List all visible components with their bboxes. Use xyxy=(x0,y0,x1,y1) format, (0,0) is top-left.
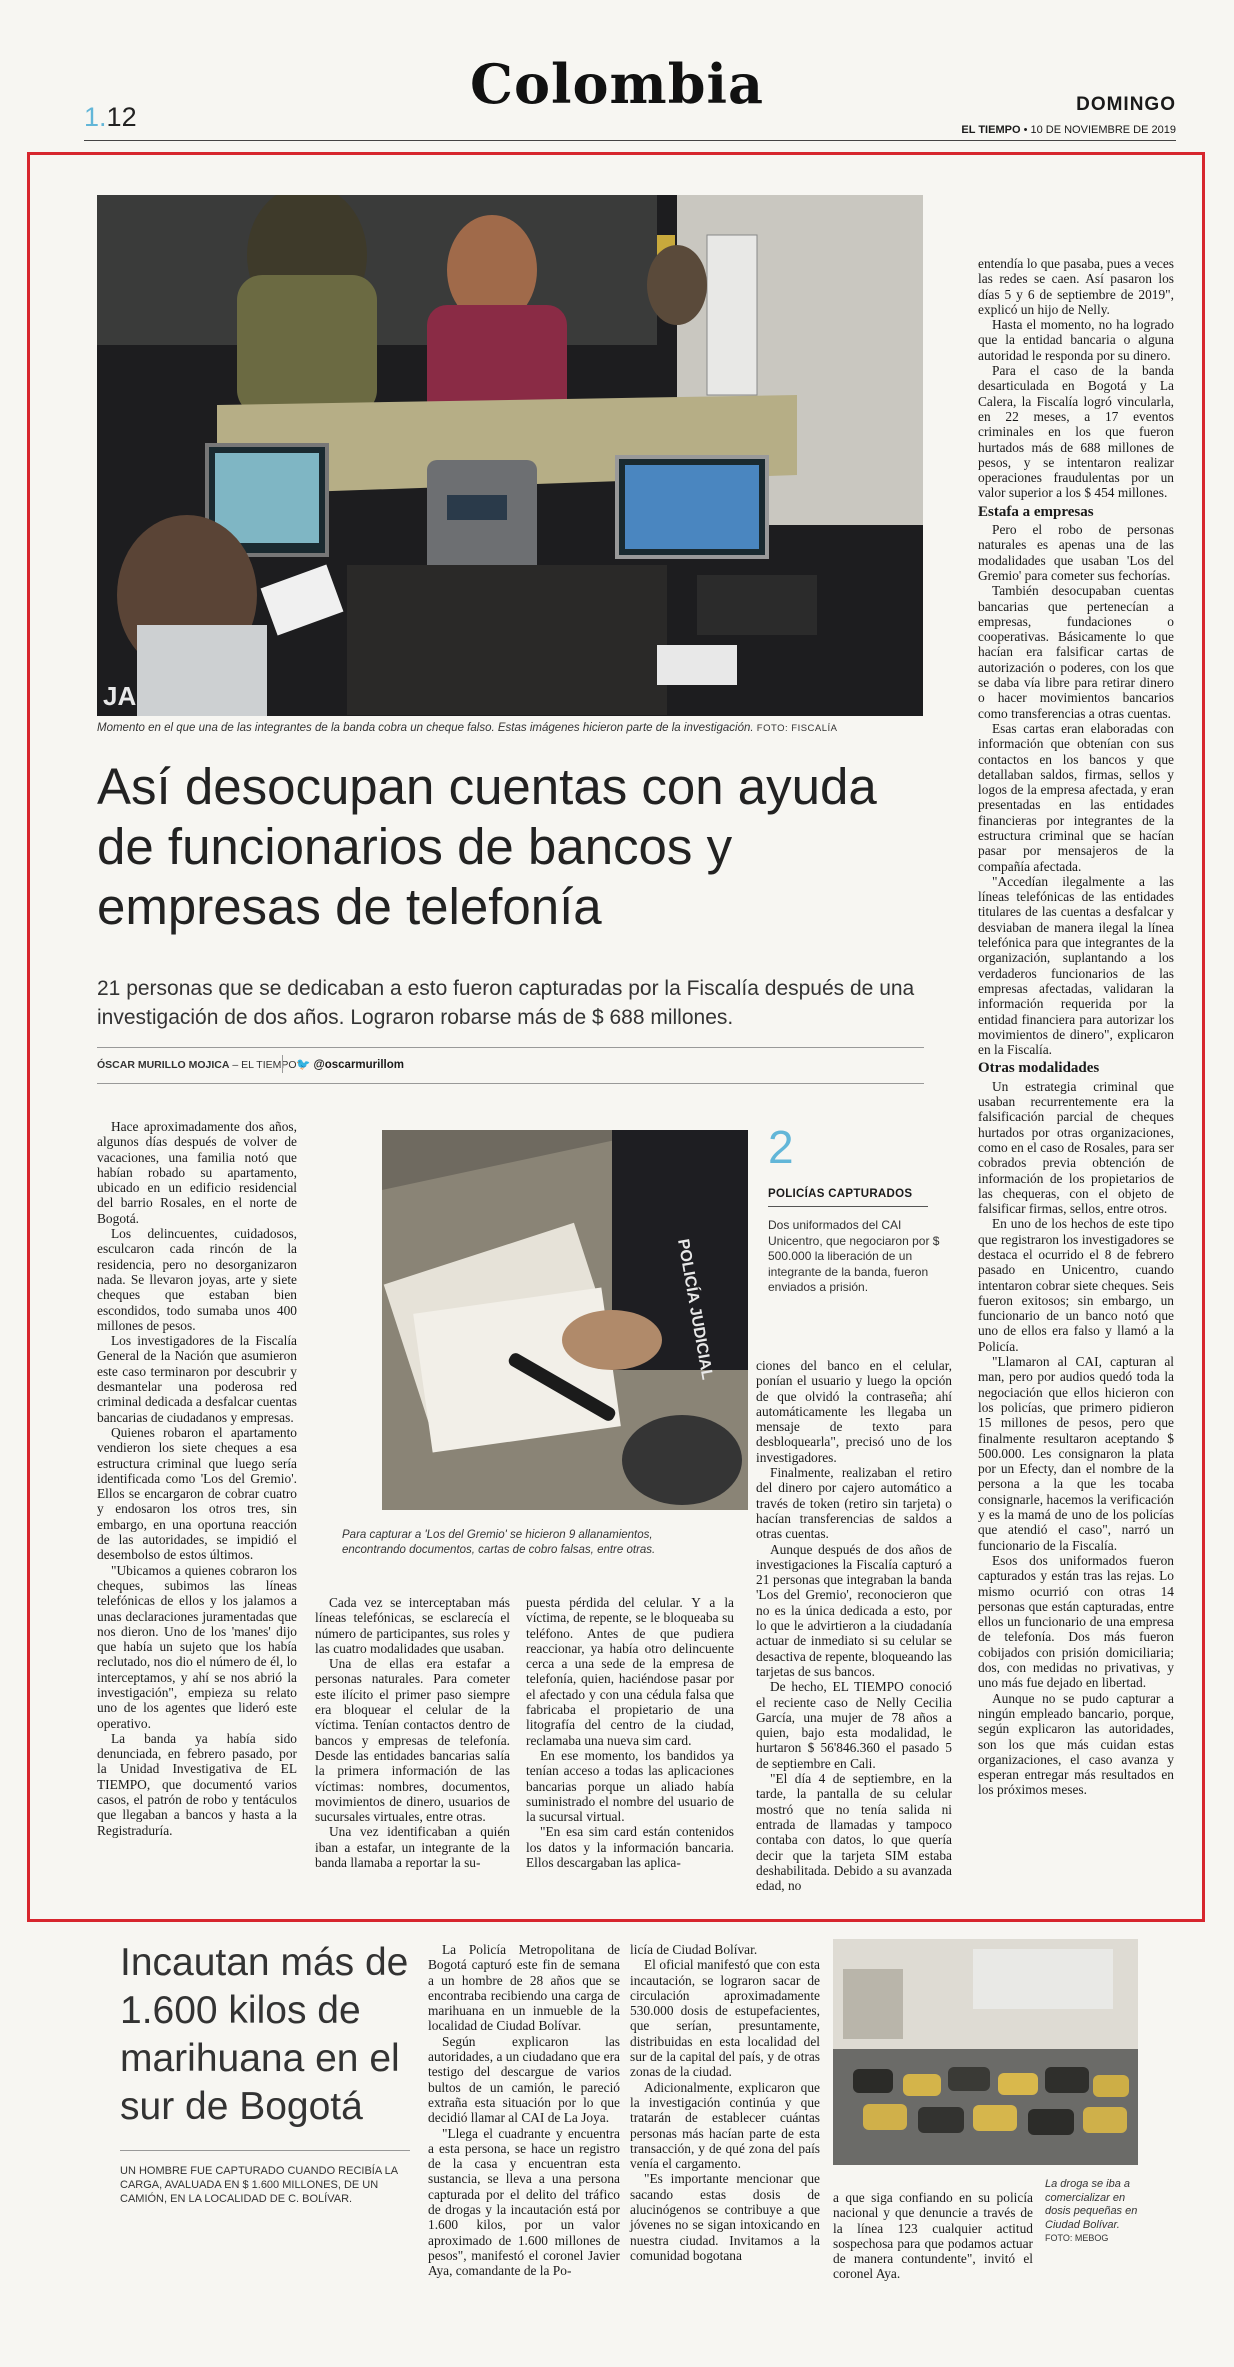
article-column-1: Hace aproximadamente dos años, algunos días después de volver de vacaciones, una familia notó que habían robado su apartamento, ubicado en un edificio residencial del barrio Rosales, en el norte de Bogotá. Los delincuentes, cuidadosos, esculcaron cada rincón de la residencia, pero no desorganizaron nada. Se llevaron joyas, arte y siete cheques que estaban bien escondidos, todo sumaba unos 400 millones de pesos. Los investigadores de la Fiscalía General de la Nación que asumieron este caso terminaron por descubrir y desmantelar una poderosa red criminal dedicada a desfalcar cuentas bancarias de ciudadanos y empresas. Quienes robaron el apartamento vendieron los siete cheques a esa estructura criminal que luego sería identificada como 'Los del Gremio'. Ellos se encargaron de cobrar cuatro y endosaron los otros tres, sin embargo, en una oportuna reacción de las autoridades, se impidió el desembolso de estos últimos. "Ubicamos a quienes cobraron los cheques, subimos las líneas telefónicas de ellos y los jalamos a unas declaraciones juramentadas que nos dieron. Uno de los 'manes' dijo que había un sujeto que los había reclutado, nos dio el número de él, lo interceptamos, y ahí se nos abrió la investigación", empieza su relato uno de los agentes que lideró este operativo. La banda ya había sido denunciada, en febrero pasado, por la Unidad Investigativa de EL TIEMPO, que documentó varios casos, el patrón de robo y tentáculos que llegaban a bancos y hasta a la Registraduría. xyxy=(97,1119,298,1838)
section-title: Colombia xyxy=(470,52,764,116)
twitter-handle[interactable]: 🐦 @oscarmurillom xyxy=(296,1059,404,1071)
subheading-otras: Otras modalidades xyxy=(978,1060,1100,1077)
second-column-1: La Policía Metropolitana de Bogotá capturó este fin de semana a un hombre de 28 años que se encontraba recibiendo una carga de marihuana en un inmueble de la localidad de Ciudad Bolívar. Según explicaron las autoridades, a un ciudadano que era testigo del descargue de varios bultos de un camión, le pareció extraña esta situación por lo que decidió llamar al CAI de La Joya. "Llega el cuadrante y encuentra a esta persona, se hace un registro de la casa y encuentran esta sustancia, se lleva a una persona capturada por el delito del tráfico de drogas y la incautación está por 1.600 kilos, por un valor aproximado de 1.600 millones de pesos", manifestó el coronel Javier Aya, comandante de la Po- xyxy=(428,1942,620,2279)
article-headline: Así desocupan cuentas con ayuda de funcionarios de bancos y empresas de telefonía xyxy=(97,758,877,935)
header-rule xyxy=(84,140,1176,141)
photo-caption: Momento en el que una de las integrantes de la banda cobra un cheque falso. Estas imágenes hicieron parte de la investigación. FOTO: FISCALÍA xyxy=(97,722,838,734)
raid-evidence-photo xyxy=(382,1130,748,1510)
article-column-5: entendía lo que pasaba, pues a veces las redes se caen. Así pasaron los días 5 y 6 de septiembre de 2019", explicó un hijo de Nelly. Hasta el momento, no ha logrado que la entidad bancaria o alguna autoridad le responda por su dinero. Para el caso de la banda desarticulada en Bogotá y La Calera, la Fiscalía logró vincularla, en 22 meses, a 17 eventos criminales en los que fueron hurtados más de 688 millones de pesos, y se intentaron realizar operaciones fraudulentas por un valor superior a los $ 454 millones. Estafa a empresas Pero el robo de personas naturales es apenas una de las modalidades que usaban 'Los del Gremio' para cometer sus fechorías. También desocupaban cuentas bancarias que pertenecían a empresas, fundaciones o cooperativas. Básicamente lo que hacían era falsificar cartas de autorización o poderes, con los que se daba vía libre para retirar dinero o hacer movimientos bancarios como transferencias a otras cuentas. Esas cartas eran elaboradas con información que obtenían con sus contactos en los bancos y que detallaban saldos, firmas, sellos y logos de la empresa afectada, y eran presentadas en las entidades financieras por integrantes de la estructura criminal que se hacían pasar por mensajeros de la compañía afectada. "Accedían ilegalmente a las líneas telefónicas de las entidades titulares de las cuentas a desfalcar y desviaban de manera ilegal la línea telefónica para que integrantes de la organización, suplantando a los verdaderos funcionarios de las empresas afectadas, validaran la información requerida por la entidad financiera para autorizar los movimientos de dinero", explicaron en la Fiscalía. Otras modalidades Un estrategia criminal que usaban recurrentemente era la falsificación parcial de cheques hurtados por otras organizaciones, como en el caso de Rosales, para ser cobrados previa obtención de información de los propietarios de las chequeras, con el objeto de falsificar firmas, sellos, entre otros. En uno de los hechos de este tipo que registraron los investigadores se destaca el ocurrido el 8 de febrero pasado en Unicentro, cuando intentaron cobrar siete cheques. Seis fueron exitosos; sin embargo, un funcionario de un banco notó que uno de ellos era falso y llamó a la Policía. "Llamaron al CAI, capturan al man, pero por audios quedó toda la negociación que ellos hicieron con los policías, que primero pidieron 15 millones de pesos, pero que finalmente resultaron aceptando $ 500.000. Les consignaron la plata por un Efecty, dan el nombre de la persona a la que les tocaba consignarle, hacemos la verificación y es la mamá de uno de los policías que atendió el caso", narró un funcionario de la Fiscalía. Esos dos uniformados fueron capturados y están tras las rejas. Lo mismo ocurrió con otras 14 personas que están capturadas, entre ellos un funcionario de una empresa de telefonía. Dos más fueron cobijados con prisión domiciliaria; dos, con medidas no privativas, y uno más fue dejado en libertad. Aunque no se pudo capturar a ningún empleado bancario, porque, según explicaron las autoridades, son los que más cuidan estas organizaciones, el caso avanza y esperan entregar más resultados en los próximos meses. xyxy=(978,256,1174,1798)
police-shirt-text: POLICÍA JUDICIAL xyxy=(674,1237,716,1382)
bank-teller-photo xyxy=(97,195,923,716)
article-column-3: puesta pérdida del celular. Y a la víctima, de repente, se le bloqueaba su teléfono. Antes de que pudiera reaccionar, ya había otro delincuente cerca a una sede de la empresa de telefonía, quien, haciéndose pasar por el afectado y con una cédula falsa que fabricaba el propietario de una litografía del centro de la ciudad, reclamaba una nueva sim card. En ese momento, los bandidos ya tenían acceso a todas las aplicaciones bancarias porque un aliado había suministrado el nombre del usuario de la sucursal virtual. "En esa sim card están contenidos los datos y la información bancaria. Ellos descargaban las aplica- xyxy=(526,1595,734,1871)
byline-rule-top xyxy=(97,1047,924,1048)
callout-heading: POLICÍAS CAPTURADOS xyxy=(768,1188,913,1200)
callout-rule xyxy=(768,1206,928,1207)
callout-text: Dos uniformados del CAI Unicentro, que negociaron por $ 500.000 la liberación de un integrante de la banda, fueron enviados a prisión. xyxy=(768,1218,940,1294)
twitter-bird-icon: 🐦 xyxy=(296,1059,311,1071)
callout-number: 2 xyxy=(768,1121,794,1173)
second-rule xyxy=(120,2150,410,2151)
second-photo-caption: La droga se iba a comercializar en dosis pequeñas en Ciudad Bolívar. FOTO: MEBOG xyxy=(1045,2178,1138,2243)
day-label: DOMINGO xyxy=(1076,94,1176,115)
dateline: EL TIEMPO • 10 DE NOVIEMBRE DE 2019 xyxy=(961,124,1176,136)
article-column-4: ciones del banco en el celular, ponían el usuario y luego la opción de que olvidó la contraseña; ahí automáticamente les llegaba un mensaje de texto para desbloquearla", precisó uno de los investigadores. Finalmente, realizaban el retiro del dinero por cajero automático a través de token (retiro sin tarjeta) o hacían transferencias de saldos a otras cuentas. Aunque después de dos años de investigaciones la Fiscalía capturó a 21 personas que integraban la banda 'Los del Gremio', reconocieron que no es la única dedicada a esto, por lo que le advirtieron a la ciudadanía actuar de inmediato si su celular se desactiva de repente, bloqueando las tarjetas de sus bancos. De hecho, EL TIEMPO conoció el reciente caso de Nelly Cecilia García, una mujer de 78 años a quien, bajo esta modalidad, le hurtaron $ 56'846.360 el pasado 5 de septiembre en Cali. "El día 4 de septiembre, en la tarde, la pantalla de su celular mostró que no tenía salida ni entrada de llamadas y tampoco contaba con datos, lo que quería decir que la tarjeta SIM estaba deshabilitada. Debido a su avanzada edad, no xyxy=(756,1358,952,1894)
seized-marijuana-photo xyxy=(833,1939,1138,2165)
page-number: 1.12 xyxy=(84,102,137,132)
byline: ÓSCAR MURILLO MOJICA – EL TIEMPO xyxy=(97,1059,297,1071)
second-summary: UN HOMBRE FUE CAPTURADO CUANDO RECIBÍA LA CARGA, AVALUADA EN $ 1.600 MILLONES, DE UN CAMIÓN, EN LA LOCALIDAD DE C. BOLÍVAR. xyxy=(120,2165,398,2205)
subheading-estafa: Estafa a empresas xyxy=(978,503,1094,520)
article-column-2: Cada vez se interceptaban más líneas telefónicas, se esclarecía el número de participantes, sus roles y las cuatro modalidades que usaban. Una de ellas era estafar a personas naturales. Para cometer este ilícito el primer paso siempre era bloquear el celular de la víctima. Tenían contactos dentro de bancos y empresas de telefonía. Desde las entidades bancarias salía la primera información de las víctimas: nombres, documentos, movimientos de dinero, usuarios de sucursales virtuales, entre otras. Una vez identificaban a quién iban a estafar, un integrante de la banda llamaba a reportar la su- xyxy=(315,1595,510,1871)
article-deck: 21 personas que se dedicaban a esto fueron capturadas por la Fiscalía después de una investigación de dos años. Lograron robarse más de $ 688 millones. xyxy=(97,977,915,1029)
photo-watermark: JA xyxy=(103,681,137,711)
second-headline: Incautan más de 1.600 kilos de marihuana en el sur de Bogotá xyxy=(120,1941,409,2128)
second-column-3: a que siga confiando en su policía nacional y que denuncie a través de la línea 123 cualquier actitud sospechosa para que podamos actuar de manera contundente", invitó el coronel Aya. xyxy=(833,2190,1033,2282)
photo2-caption: Para capturar a 'Los del Gremio' se hicieron 9 allanamientos, encontrando documentos, cartas de cobro falsas, entre otras. xyxy=(342,1529,656,1556)
byline-rule-bottom xyxy=(97,1083,924,1084)
second-column-2: licía de Ciudad Bolívar. El oficial manifestó que con esta incautación, se lograron sacar de circulación aproximadamente 530.000 dosis de estupefacientes, que serían, presuntamente, distribuidas en esta localidad del sur de la capital del país, y de otras zonas de la ciudad. Adicionalmente, explicaron que la investigación continúa y que tratarán de establecer cuántas personas más hacían parte de esta transacción, y de qué zona del país venía el cargamento. "Es importante mencionar que sacando estas dosis de alucinógenos se contribuye a que jóvenes no se sigan intoxicando en nuestra ciudad. Invitamos a la comunidad bogotana xyxy=(630,1942,820,2263)
byline-divider xyxy=(282,1055,283,1073)
